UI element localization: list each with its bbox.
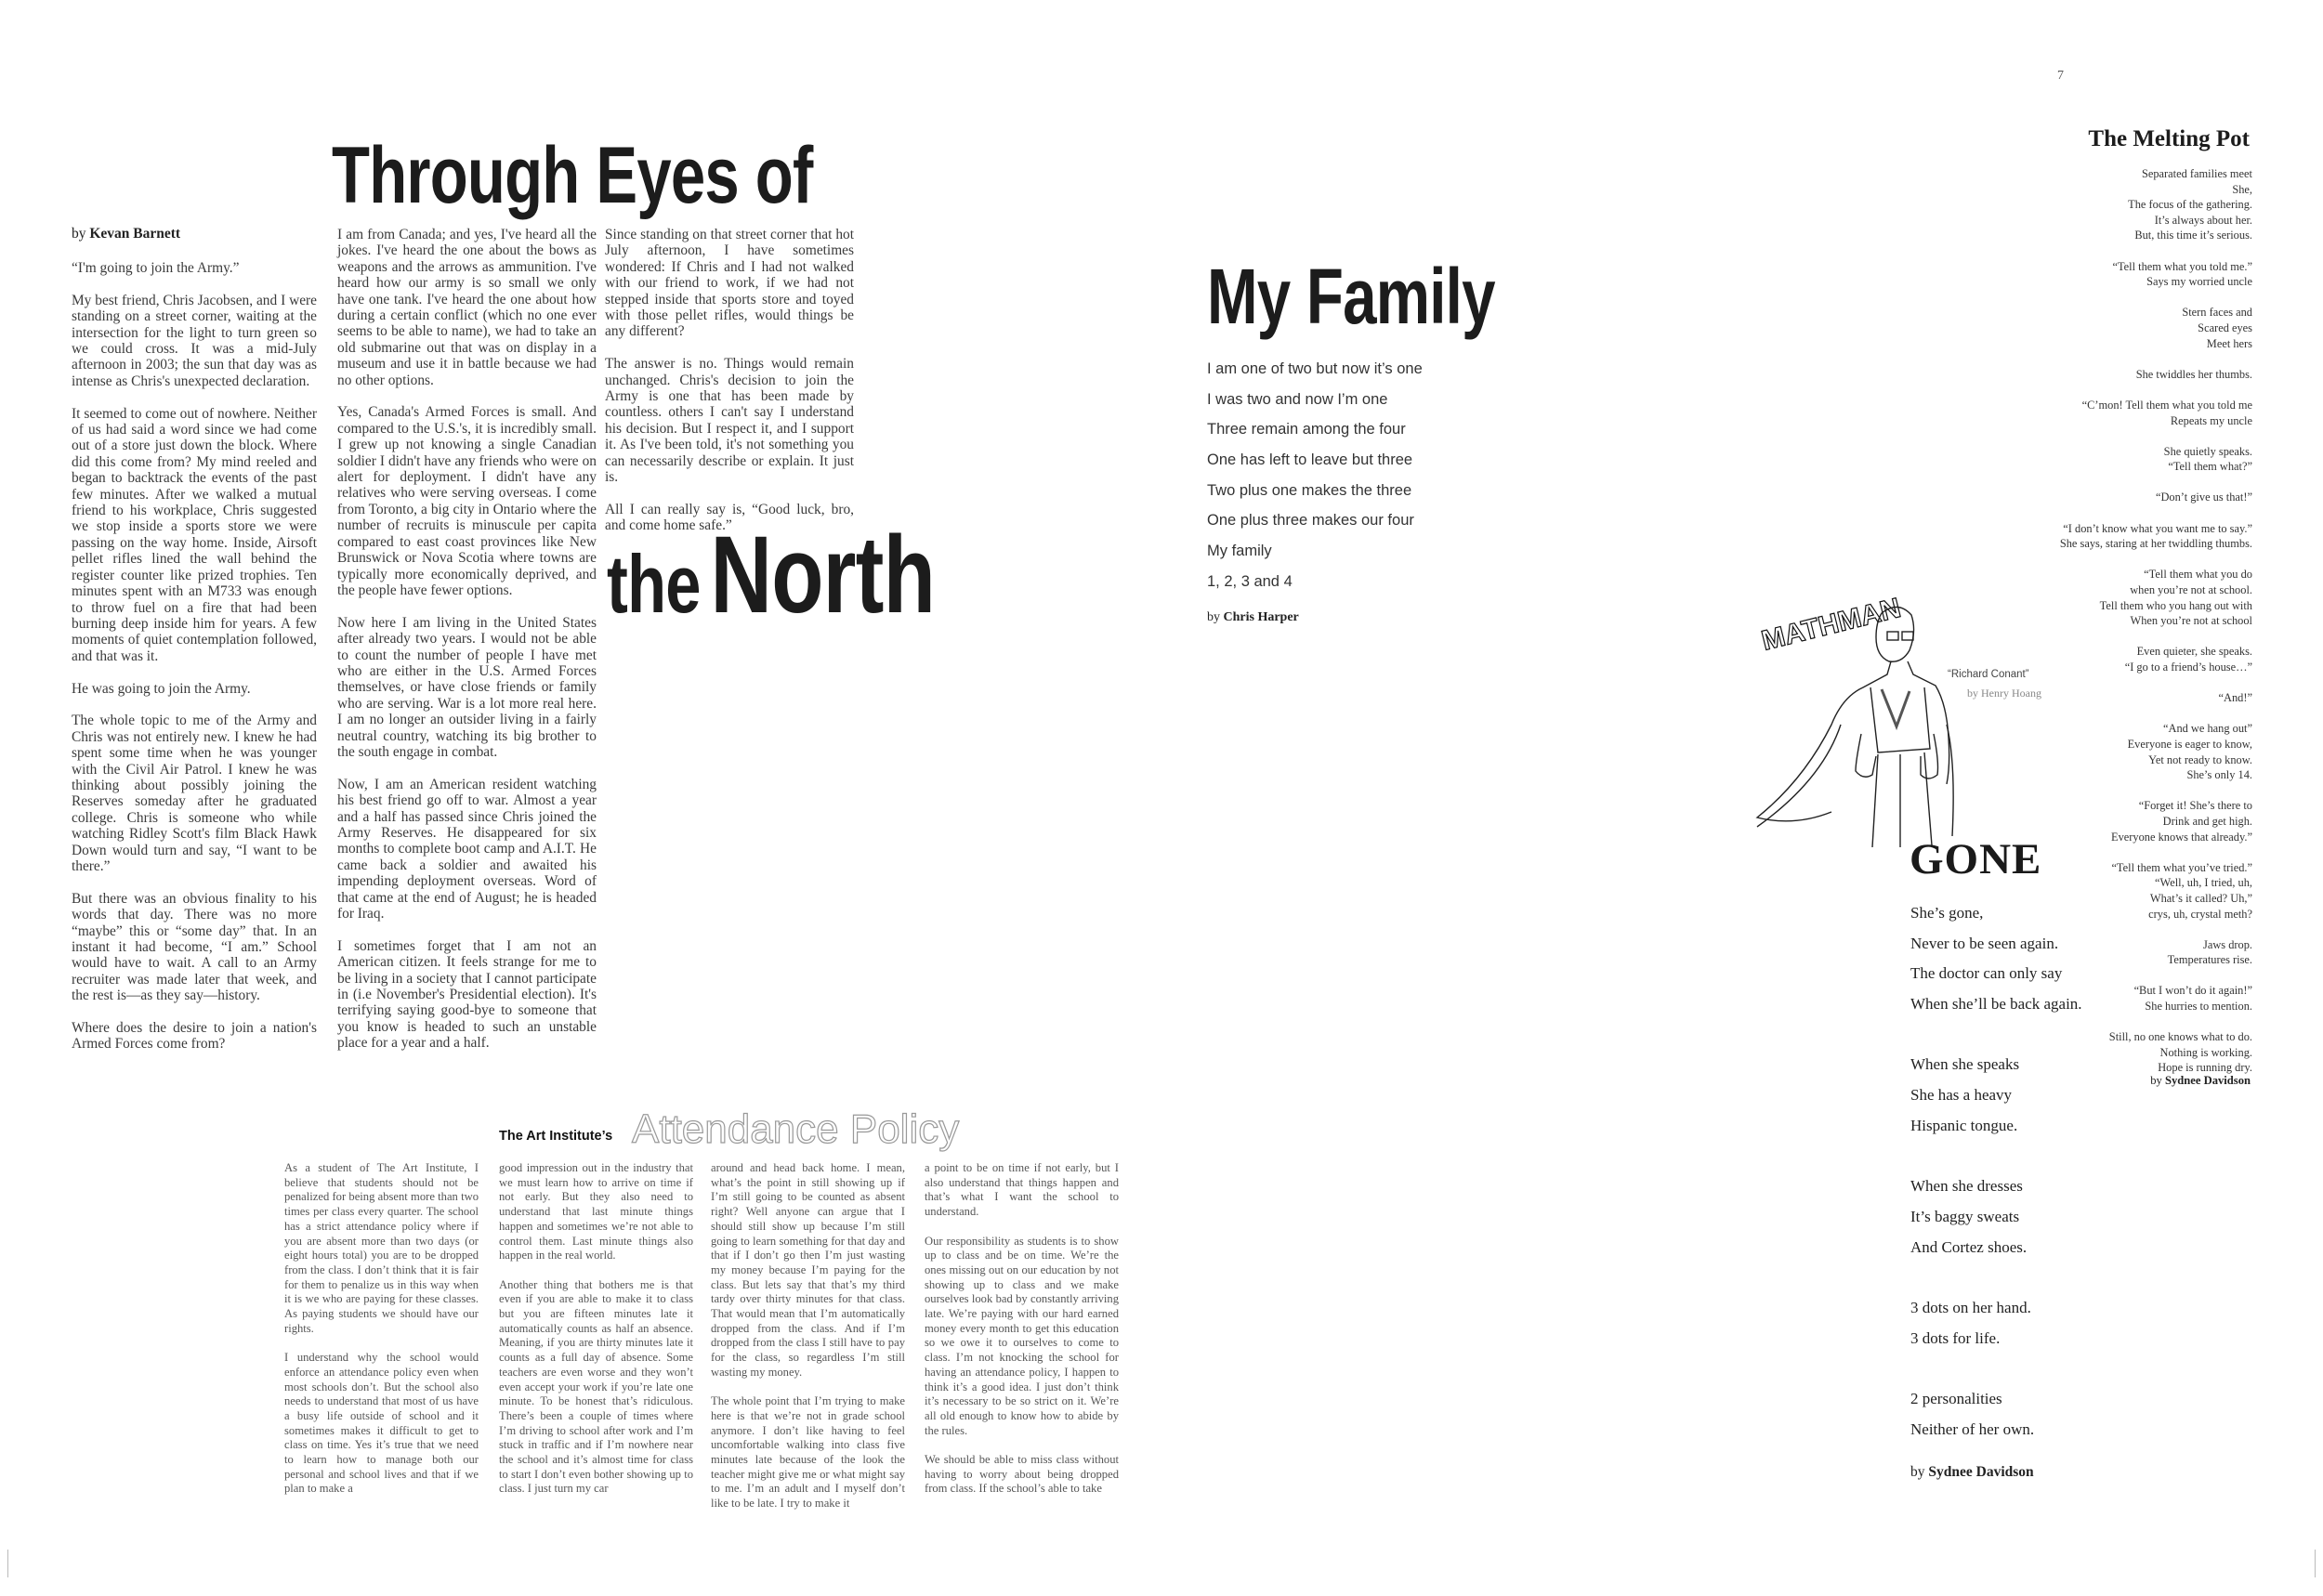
poem-line: When she dresses — [1910, 1177, 2023, 1196]
poem-line: One has left to leave but three — [1207, 451, 1413, 469]
poem-line: But, this time it’s serious. — [2134, 229, 2252, 242]
illustration-caption-byline: by Henry Hoang — [1967, 687, 2041, 700]
poem-line: When she’ll be back again. — [1910, 995, 2082, 1014]
poem-line: “I don’t know what you want me to say.” — [2063, 521, 2252, 535]
poem-byline — [2150, 1074, 2251, 1088]
poem-line: Yet not ready to know. — [2148, 752, 2252, 766]
poem-title-gone: GONE — [1910, 835, 2042, 883]
poem-line: Repeats my uncle — [2170, 413, 2252, 427]
attendance-column-4 — [925, 1161, 1119, 1511]
paragraph: The whole point that I’m trying to make here is that we’re not in grade school anymore. I don’t like having to feel uncomfortable walking into class five minutes late because of the look the teacher might give me or what might say to me. I’m an adult and I myself don’t like to be late. I try to make it — [711, 1394, 905, 1511]
poem-line — [1946, 706, 2252, 722]
attendance-kicker: The Art Institute’s — [499, 1129, 613, 1144]
poem-line: Hope is running dry. — [2158, 1061, 2252, 1075]
poem-line: Says my worried uncle — [2146, 275, 2252, 289]
poem-line — [1910, 1354, 2082, 1384]
crop-mark-right — [2315, 1550, 2316, 1577]
paragraph: Now here I am living in the United States after already two years. I would not be able to count the number of people I have met who are either in the U.S. Armed Forces themselves, or have close friends or family who are serving. War is a lot more real here. I am no longer an outsider living in a fairly neutral country, watching its big brother to the south engage in combat. — [337, 614, 597, 760]
poem-line: Everyone is eager to know, — [2127, 737, 2252, 751]
attendance-column-2 — [499, 1161, 693, 1511]
poem-line: Tell them who you hang out with — [2099, 598, 2252, 612]
poem-line: Meet hers — [2206, 336, 2252, 350]
poem-line: when you’re not at school. — [2130, 583, 2252, 597]
poem-line: She has a heavy — [1910, 1086, 2013, 1105]
poem-my-family — [1207, 354, 1423, 597]
byline-prefix: by — [2150, 1074, 2162, 1087]
byline-author: Sydnee Davidson — [2164, 1074, 2251, 1087]
poem-line: “And we hang out” — [2163, 722, 2252, 736]
poem-line — [1946, 629, 2252, 645]
paragraph: But there was an obvious finality to his words that day. There was no more “maybe” this or “some day” that. In an instant it had become, “I am.” School would have to wait. A call to an Army recruiter was made later that week, and the rest is—as they say—history. — [72, 890, 317, 1004]
page-number: 7 — [2057, 69, 2064, 83]
poem-line: 3 dots on her hand. — [1910, 1298, 2031, 1316]
poem-line: Separated families meet — [2141, 167, 2252, 180]
paragraph: He was going to join the Army. — [72, 680, 251, 697]
byline-prefix: by — [72, 226, 86, 242]
article-title-the: the — [607, 538, 701, 630]
poem-line — [1946, 475, 2252, 491]
illustration-caption-title: “Richard Conant” — [1948, 669, 2029, 680]
poem-line: It’s always about her. — [2154, 213, 2252, 227]
superhero-sketch-image — [1752, 585, 1965, 855]
poem-line: Still, no one knows what to do. — [2108, 1030, 2252, 1044]
paragraph: My best friend, Chris Jacobsen, and I were standing on a street corner, waiting at the intersection for the light to turn green so we could cross. It was a mid-July afternoon in 2003; the sun that day was as intense as Chris's unexpected declaration. — [72, 292, 317, 389]
poem-byline — [1910, 1464, 2034, 1481]
poem-line: And Cortez shoes. — [1910, 1237, 2028, 1256]
paragraph: As a student of The Art Institute, I believe that students should not be penalized for being absent more than two times per class every quarter. The school has a strict attendance policy where if you are absent more than two days (or eight hours total) you are to be dropped from the class. I don’t think that it is fair for them to penalize us in this way when it is we who are paying for these classes. As paying students we should have our rights. — [284, 1161, 479, 1335]
paragraph: The answer is no. Things would remain unchanged. Chris's decision to join the Army is one that has been made by countless. others I can't say I understand his decision. But I respect it, and I support it. As I've been told, it's not something you can necessarily describe or explain. It just is. — [605, 356, 854, 486]
poem-line: Never to be seen again. — [1910, 934, 2059, 952]
article-column-2 — [337, 227, 597, 1067]
poem-line — [1946, 243, 2252, 259]
poem-line: She says, staring at her twiddling thumbs. — [2059, 537, 2252, 551]
paragraph: Since standing on that street corner that hot July afternoon, I have sometimes wondered: If Chris and I had not walked with our friend to work, if we had not stepped inside that sports store and toyed with those pellet rifles, would things be any different? — [605, 227, 854, 340]
poem-line: “Tell them what you’ve tried.” — [2111, 860, 2252, 874]
attendance-column-1 — [284, 1161, 479, 1511]
poem-line — [1946, 382, 2252, 398]
poem-line: She’s only 14. — [2186, 768, 2252, 782]
paragraph: Another thing that bothers me is that even if you are able to make it to class but you are fifteen minutes late it automatically counts as half an absence. Meaning, if you are thirty minutes late it counts as a full day of absence. Some teachers are even worse and they won’t even accept your work if you’re late one minute. To be honest that’s ridiculous. There’s been a couple of times where I’m driving to school after work and I’m stuck in traffic and if I’m nowhere near the school and it’s almost time for class to start I don’t even bother showing up to class. I just turn my car — [499, 1277, 693, 1496]
byline-prefix: by — [1207, 610, 1220, 624]
poem-line: Neither of her own. — [1910, 1419, 2035, 1438]
poem-line: “I go to a friend’s house…” — [2124, 661, 2252, 674]
poem-line: “Tell them what you do — [2144, 568, 2252, 582]
poem-line: Everyone knows that already.” — [2111, 830, 2252, 844]
poem-line: 2 personalities — [1910, 1390, 2002, 1407]
paragraph: It seemed to come out of nowhere. Neither of us had said a word since we had come out of a store just down the block. Where did this come from? My mind reeled and began to backtrack the events of the past few minutes. After we walked a mutual friend to his workplace, Chris suggested we stop inside a sports store we were passing on the way home. Inside, Airsoft pellet rifles lined the wall behind the register counter like prized trophies. Ten minutes spent with an M733 was enough to throw fuel on a fire that had been burning deep inside him for years. A few moments of quiet contemplation followed, and that was it. — [72, 405, 317, 664]
paragraph: Yes, Canada's Armed Forces is small. And compared to the U.S.'s, it is incredibly small. I grew up not knowing a single Canadian soldier I didn't have any friends who were on alert for deployment. I didn't have any relatives who were serving overseas. I come from Toronto, a big city in Ontario where the number of recruits is minuscule per capita compared to east coast provinces like New Brunswick or Nova Scotia where towns are typically more economically deprived, and the people have fewer options. — [337, 404, 597, 598]
mathman-illustration — [1752, 585, 1965, 855]
paragraph: around and head back home. I mean, what’s the point in still showing up if I’m still going to be counted as absent right? Well anyone can argue that I should still show up because I’m still going to learn something for that day and that if I don’t go then I’m just wasting my money because I’m paying for the class. But lets say that that’s my third tardy over thirty minutes for that class. That would mean that I’m automatically dropped from the class. And if I’m dropped from the class I still have to pay for the class, so regardless I’m still wasting my money. — [711, 1161, 905, 1379]
paragraph: All I can really say is, “Good luck, bro, and come home safe.” — [605, 501, 854, 534]
poem-line: When you’re not at school — [2130, 614, 2252, 628]
poem-title-my-family: My Family — [1207, 253, 1495, 340]
poem-line: Two plus one makes the three — [1207, 481, 1412, 499]
byline-author: Chris Harper — [1223, 610, 1299, 624]
article-byline — [72, 226, 180, 242]
poem-line: She, — [2232, 182, 2252, 196]
paragraph: We should be able to miss class without having to worry about being dropped from class. If the school’s able to take — [925, 1453, 1119, 1496]
attendance-title: Attendance Policy — [632, 1106, 960, 1152]
attendance-column-3 — [711, 1161, 905, 1526]
poem-line: “Well, uh, I tried, uh, — [2155, 876, 2252, 890]
poem-line: 1, 2, 3 and 4 — [1207, 572, 1293, 590]
paragraph: Our responsibility as students is to show up to class and be on time. We’re the ones missing out on our education by not showing up to class and we make ourselves look bad by constantly arriving late. We’re paying with our hard earned money every month to get this education so we owe it to ourselves to come to class. I’m not knocking the school for having an attendance policy, I happen to think it’s a good idea. I just don’t think it’s necessary to be so strict on it. We’re all old enough to know how to abide by the rules. — [925, 1234, 1119, 1437]
poem-line — [1910, 1020, 2082, 1051]
poem-line — [1946, 552, 2252, 568]
mathman-lettering: MATHMAN — [1758, 592, 1904, 657]
poem-line: My family — [1207, 543, 1272, 560]
poem-line: 3 dots for life. — [1910, 1328, 2001, 1347]
poem-line: Three remain among the four — [1207, 421, 1406, 438]
poem-line: She hurries to mention. — [2145, 1000, 2252, 1014]
poem-line: crys, uh, crystal meth? — [2148, 907, 2252, 921]
paragraph: “I'm going to join the Army.” — [72, 260, 240, 276]
article-column-1 — [72, 260, 317, 1068]
byline-author: Kevan Barnett — [89, 226, 181, 242]
poem-line — [1910, 1142, 2082, 1172]
poem-line — [1946, 428, 2252, 444]
poem-line — [1910, 1262, 2082, 1293]
poem-line: Even quieter, she speaks. — [2136, 645, 2252, 659]
paragraph: a point to be on time if not early, but I also understand that things happen and that’s what I want the school to understand. — [925, 1161, 1119, 1219]
poem-line: What’s it called? Uh,” — [2149, 891, 2252, 905]
poem-line: “Tell them what?” — [2168, 460, 2252, 474]
poem-line: I am one of two but now it’s one — [1207, 360, 1423, 377]
poem-line: Scared eyes — [2198, 321, 2252, 334]
article-column-3 — [605, 227, 854, 550]
poem-line: “Forget it! She’s there to — [2138, 799, 2252, 813]
poem-line — [1946, 290, 2252, 306]
article-title-north: North — [710, 514, 936, 636]
paragraph: The whole topic to me of the Army and Chris was not entirely new. I knew he had spent some time when he was younger with the Civil Air Patrol. I knew he was thinking about possibly joining the Reserves someday after he graduated college. Chris is someone who while watching Ridley Scott's film Black Hawk Down would turn and say, “I want to be there.” — [72, 713, 317, 874]
poem-line: It’s baggy sweats — [1910, 1207, 2020, 1225]
poem-line: She’s gone, — [1910, 904, 1984, 922]
paragraph: good impression out in the industry that we must learn how to arrive on time if not early. But they also need to understand that last minute things happen and sometimes we’re not able to control them. Last minute things also happen in the real world. — [499, 1161, 693, 1262]
poem-line: “And!” — [2218, 691, 2252, 705]
poem-line: Nothing is working. — [2159, 1045, 2252, 1059]
poem-line — [1946, 505, 2252, 521]
poem-byline — [1207, 610, 1299, 625]
poem-line: The focus of the gathering. — [2128, 198, 2252, 212]
poem-gone — [1910, 898, 2082, 1475]
paragraph: Now, I am an American resident watching his best friend go off to war. Almost a year and a half has passed since Chris joined the Army Reserves. He disappeared for six months to complete boot camp and A.I.T. He came back a soldier and awaited his impending deployment overseas. Word of that came at the end of August; he is headed for Iraq. — [337, 776, 597, 922]
poem-line: Temperatures rise. — [2167, 953, 2252, 967]
crop-mark-left — [7, 1550, 8, 1577]
poem-line: “Don’t give us that!” — [2155, 491, 2252, 504]
poem-line: “But I won’t do it again!” — [2133, 984, 2252, 998]
paragraph: I am from Canada; and yes, I've heard all the jokes. I've heard the one about the bows as weapons and the arrows as ammunition. I've heard how our army is so small we only have one tank. I've heard the one about how during a certain conflict (which no one ever seems to be able to name), we had to take an old submarine out that was on display in a museum and use it in battle because we had no other options. — [337, 227, 597, 388]
poem-line: Hispanic tongue. — [1910, 1116, 2018, 1134]
byline-author: Sydnee Davidson — [1928, 1464, 2034, 1480]
poem-line: One plus three makes our four — [1207, 512, 1414, 530]
poem-line — [1946, 351, 2252, 367]
poem-line: Stern faces and — [2182, 306, 2252, 320]
poem-line: When she speaks — [1910, 1055, 2020, 1074]
paragraph: I understand why the school would enforce an attendance policy even when most schools don’t. But the school also needs to understand that most of us have a busy life outside of school and it sometimes makes it difficult to get to class on time. Yes it’s true that we need to learn how to manage both our personal and school lives and that if we plan to make a — [284, 1351, 479, 1496]
poem-line: “C’mon! Tell them what you told me — [2081, 398, 2252, 412]
paragraph: I sometimes forget that I am not an American citizen. It feels strange for me to be living in a society that I cannot participate in (i.e November's Presidential election). It's terrifying saying good-bye to someone that you know is headed to such an unstable place for a year and a half. — [337, 937, 597, 1052]
poem-line — [1946, 783, 2252, 799]
poem-line: “Tell them what you told me.” — [2112, 259, 2252, 273]
article-title-line1: Through Eyes of — [332, 131, 813, 220]
poem-line: The doctor can only say — [1910, 964, 2063, 983]
poem-line: I was two and now I’m one — [1207, 390, 1388, 408]
poem-line: Drink and get high. — [2162, 814, 2252, 828]
poem-line: She quietly speaks. — [2163, 444, 2252, 458]
poem-line: She twiddles her thumbs. — [2135, 367, 2252, 381]
paragraph: Where does the desire to join a nation's Armed Forces come from? — [72, 1020, 317, 1053]
byline-prefix: by — [1910, 1464, 1925, 1480]
poem-line: Jaws drop. — [2203, 937, 2252, 951]
poem-title-melting-pot: The Melting Pot — [2088, 126, 2250, 151]
